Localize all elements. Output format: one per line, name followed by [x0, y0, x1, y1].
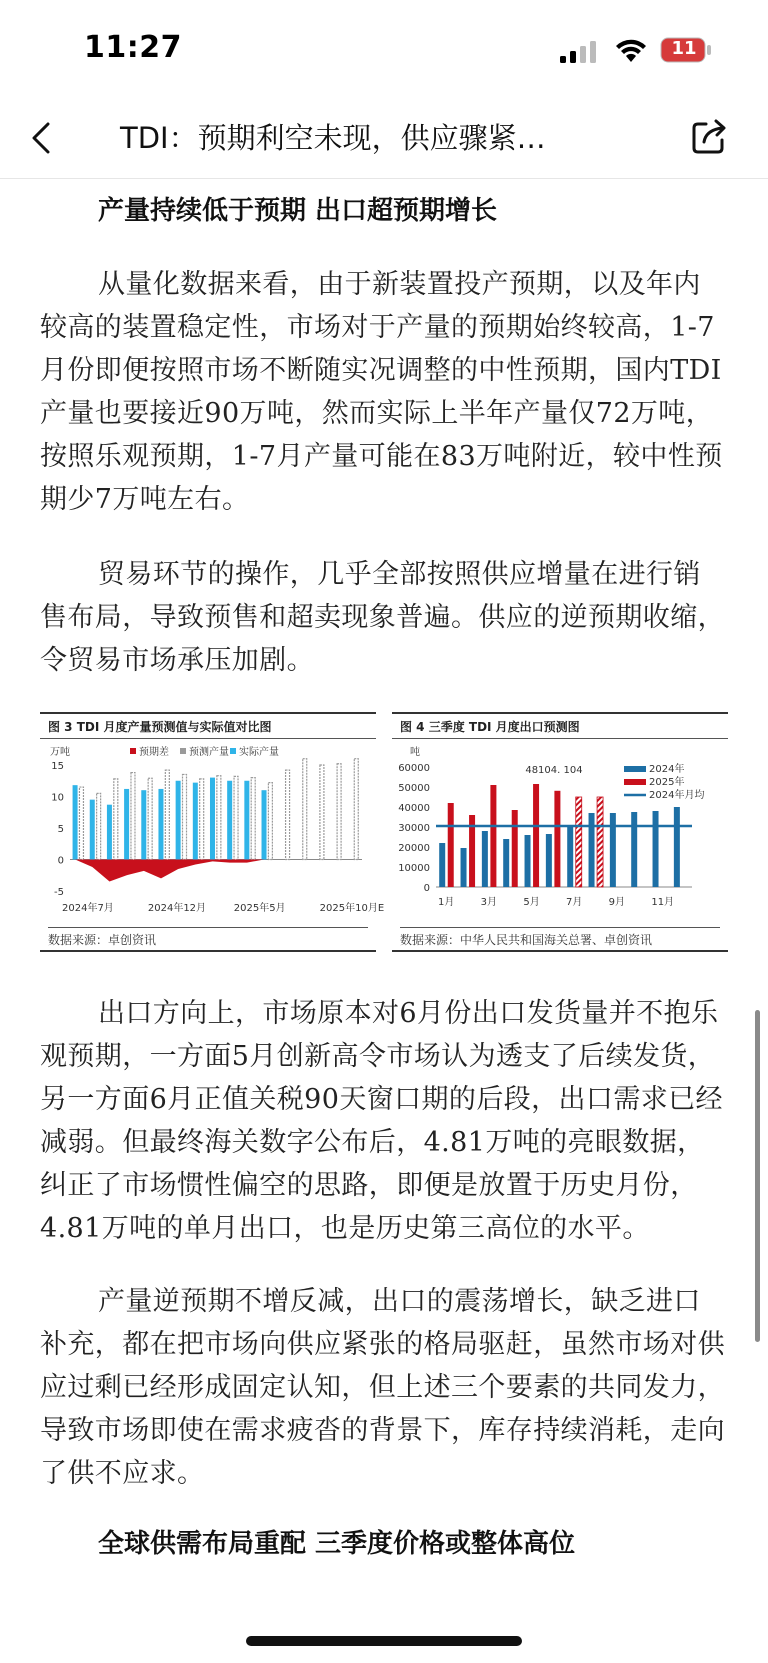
production-chart	[40, 739, 385, 929]
y-tick-label: 0	[57, 855, 64, 867]
forecast-bar	[165, 770, 169, 859]
forecast-bar	[97, 793, 101, 859]
actual-bar	[73, 785, 78, 859]
data-annotation: 48104. 104	[525, 765, 583, 776]
nav-bar	[0, 100, 768, 179]
forecast-bar	[320, 765, 324, 860]
x-tick-label: 7月	[566, 897, 583, 908]
back-chevron-icon[interactable]	[28, 118, 58, 158]
y-tick-label: -5	[54, 887, 64, 898]
x-tick-label: 1月	[438, 897, 455, 908]
legend-swatch	[130, 748, 136, 754]
legend-label: 2024年	[649, 764, 685, 775]
actual-bar	[176, 781, 181, 860]
cellular-signal-icon	[559, 40, 599, 64]
y-tick-label: 40000	[398, 803, 430, 814]
status-time: 11:27	[84, 30, 182, 65]
forecast-bar	[286, 770, 290, 859]
y-tick-label: 60000	[398, 763, 430, 774]
bar-2024	[546, 834, 552, 887]
legend-label: 预期差	[139, 747, 169, 758]
x-tick-label: 9月	[608, 897, 626, 908]
bar-2024	[589, 813, 595, 887]
chart-source: 数据来源：中华人民共和国海关总署、卓创资讯	[400, 927, 720, 948]
legend-label: 2025年	[649, 777, 685, 788]
legend-swatch	[230, 748, 236, 754]
legend-swatch	[624, 766, 646, 772]
forecast-bar	[337, 764, 341, 860]
page-title: TDI：预期利空未现，供应骤紧…	[120, 121, 546, 155]
chart-source: 数据来源：卓创资讯	[48, 927, 368, 948]
wifi-icon	[614, 36, 648, 64]
paragraph: 从量化数据来看，由于新装置投产预期，以及年内较高的装置稳定性，市场对于产量的预期始终较高，1-7月份即便按照市场不断随实况调整的中性预期，国内TDI产量也要接近90万吨，然而实际上半年产量仅72万吨，按照乐观预期，1-7月产量可能在83万吨附近，较中性预期少7万吨左右。	[40, 269, 723, 515]
y-axis-label: 吨	[410, 747, 420, 758]
bar-2024	[631, 812, 637, 887]
expectation-gap-area	[75, 860, 264, 882]
forecast-bar	[354, 759, 358, 860]
actual-bar	[193, 783, 198, 860]
y-tick-label: 30000	[398, 823, 430, 834]
x-tick-label: 2025年10月E	[319, 903, 385, 914]
bar-2024	[525, 835, 531, 887]
bar-2024	[674, 807, 680, 887]
forecast-bar	[200, 779, 204, 860]
forecast-bar	[183, 774, 187, 859]
y-tick-label: 10	[51, 792, 64, 804]
actual-bar	[210, 778, 215, 860]
y-axis-label: 万吨	[50, 747, 70, 758]
section-heading: 产量持续低于预期 出口超预期增长	[98, 196, 498, 226]
paragraph: 产量逆预期不增反减，出口的震荡增长，缺乏进口补充，都在把市场向供应紧张的格局驱赶，虽然市场对供应过剩已经形成固定认知，但上述三个要素的共同发力，导致市场即使在需求疲沓的背景下，库存持续消耗，走向了供不应求。	[40, 1286, 725, 1489]
bar-2024	[567, 827, 573, 887]
bar-2024	[439, 843, 445, 887]
bar-2025	[554, 791, 560, 887]
y-tick-label: 15	[51, 761, 64, 772]
bar-2024	[610, 813, 616, 887]
section-heading: 全球供需布局重配 三季度价格或整体高位	[98, 1529, 576, 1559]
export-chart	[392, 739, 728, 929]
bar-2024	[482, 831, 488, 887]
actual-bar	[244, 781, 249, 860]
legend-label: 实际产量	[239, 747, 279, 758]
chart-title: 图 3 TDI 月度产量预测值与实际值对比图	[40, 714, 376, 739]
paragraph: 出口方向上，市场原本对6月份出口发货量并不抱乐观预期，一方面5月创新高令市场认为透支了后续发货，另一方面6月正值关税90天窗口期的后段，出口需求已经减弱。但最终海关数字公布后，4.81万吨的亮眼数据，纠正了市场惯性偏空的思路，即便是放置于历史月份，4.81万吨的单月出口，也是历史第三高位的水平。	[40, 998, 723, 1244]
legend-swatch	[180, 748, 186, 754]
actual-bar	[107, 805, 112, 860]
bar-2025	[597, 797, 603, 887]
forecast-bar	[114, 779, 118, 860]
y-tick-label: 20000	[398, 843, 430, 854]
forecast-bar	[303, 759, 307, 860]
chart-title: 图 4 三季度 TDI 月度出口预测图	[392, 714, 728, 739]
forecast-bar	[131, 773, 135, 860]
bar-2025	[490, 785, 496, 887]
forecast-bar	[148, 778, 152, 859]
x-tick-label: 5月	[523, 897, 540, 908]
legend-label: 预测产量	[189, 747, 229, 758]
x-tick-label: 11月	[651, 897, 675, 908]
y-tick-label: 5	[57, 824, 64, 835]
y-tick-label: 10000	[398, 863, 430, 874]
status-bar	[0, 0, 768, 100]
figure-row	[40, 712, 728, 970]
actual-bar	[141, 790, 146, 859]
home-indicator[interactable]	[246, 1636, 522, 1646]
legend-label: 2024年月均	[649, 790, 705, 801]
battery-level: 11	[671, 38, 697, 59]
paragraph: 贸易环节的操作，几乎全部按照供应增量在进行销售布局，导致预售和超卖现象普遍。供应的逆预期收缩，令贸易市场承压加剧。	[40, 559, 725, 676]
forecast-bar	[217, 776, 221, 860]
figure-4	[392, 712, 728, 952]
bar-2025	[448, 803, 454, 887]
bar-2024	[653, 811, 659, 887]
x-tick-label: 3月	[480, 897, 498, 908]
actual-bar	[124, 789, 129, 860]
scroll-indicator[interactable]	[755, 1010, 760, 1342]
legend-swatch	[624, 779, 646, 785]
bar-2024	[461, 848, 467, 887]
share-icon[interactable]	[690, 116, 730, 156]
forecast-bar	[79, 787, 83, 859]
bar-2025	[576, 797, 582, 887]
x-tick-label: 2024年12月	[147, 903, 207, 914]
y-tick-label: 50000	[398, 783, 430, 794]
x-tick-label: 2024年7月	[62, 903, 114, 914]
y-tick-label: 0	[423, 883, 430, 894]
actual-bar	[262, 790, 267, 859]
actual-bar	[158, 789, 163, 860]
bar-2025	[512, 810, 518, 887]
x-tick-label: 2025年5月	[233, 903, 286, 914]
bar-2024	[503, 839, 509, 887]
bar-2025	[533, 784, 539, 887]
article-body	[40, 190, 728, 1560]
forecast-bar	[234, 776, 238, 859]
figure-3	[40, 712, 385, 952]
forecast-bar	[251, 778, 255, 860]
forecast-bar	[268, 783, 272, 860]
actual-bar	[227, 781, 232, 860]
actual-bar	[90, 800, 95, 860]
